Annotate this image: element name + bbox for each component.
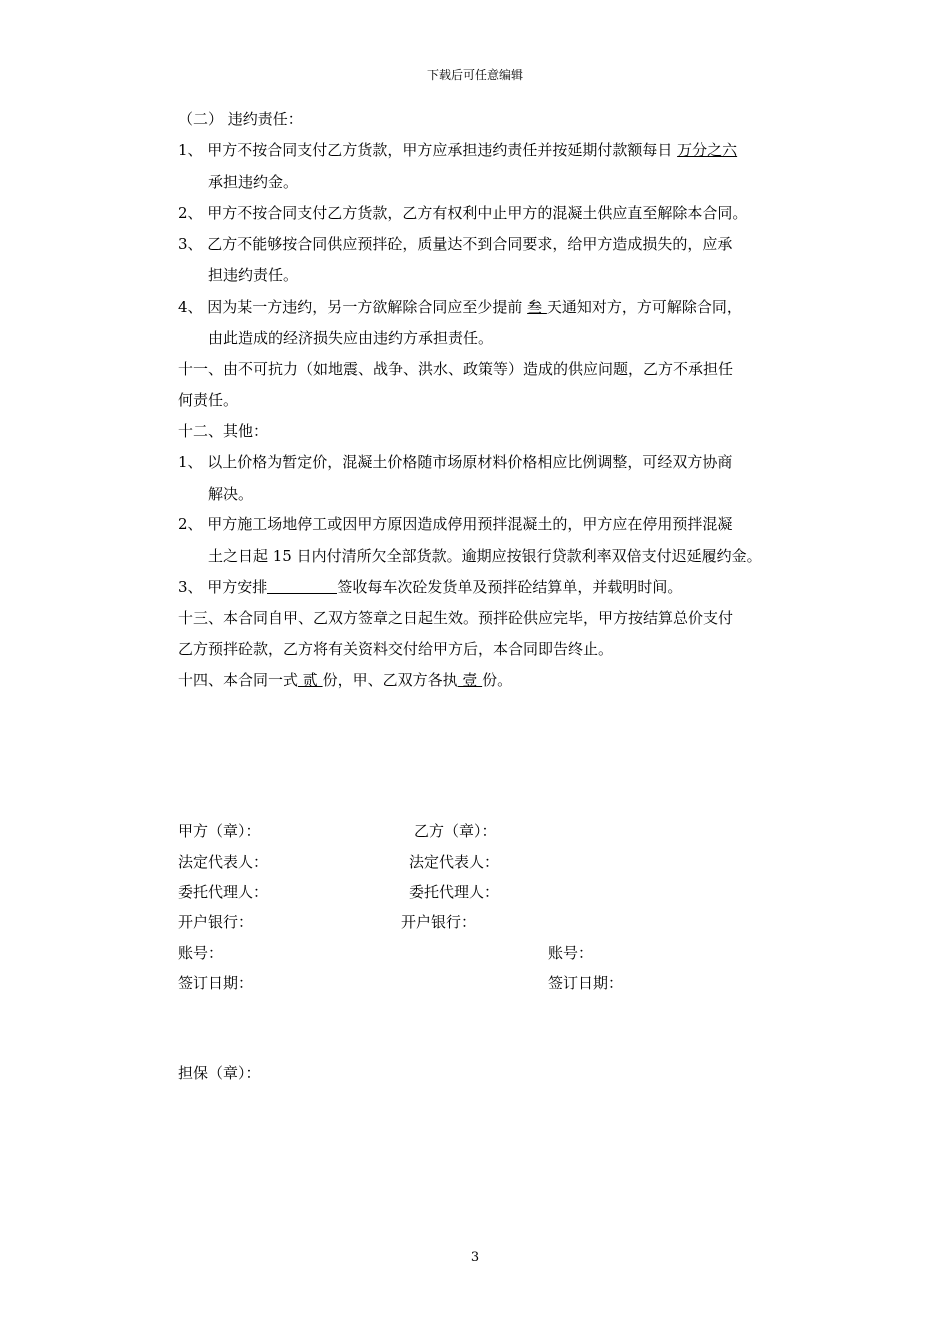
legal-rep-b: 法定代表人： xyxy=(409,853,500,871)
clause-3-cont: 担违约责任。 xyxy=(208,266,299,284)
section-11: 十一、由不可抗力（如地震、战争、洪水、政策等）造成的供应问题，乙方不承担任 xyxy=(178,360,734,378)
section-13-cont: 乙方预拌砼款，乙方将有关资料交付给甲方后，本合同即告终止。 xyxy=(178,640,614,658)
penalty-rate: 万分之六 xyxy=(677,141,738,159)
bank-a: 开户银行： xyxy=(178,913,254,931)
section-12-item-3: 3、 甲方安排 签收每车次砼发货单及预拌砼结算单，并载明时间。 xyxy=(178,578,683,596)
clause-1-cont: 承担违约金。 xyxy=(208,173,299,191)
clause-4: 4、 因为某一方违约，另一方欲解除合同应至少提前 叁 天通知对方，方可解除合同， xyxy=(178,298,742,316)
clause-3: 3、 乙方不能够按合同供应预拌砼，质量达不到合同要求，给甲方造成损失的，应承 xyxy=(178,235,733,253)
section-12-item-1-cont: 解决。 xyxy=(208,485,254,503)
sign-date-a: 签订日期： xyxy=(178,974,254,992)
section-12-title: 十二、其他： xyxy=(178,422,269,440)
page-header: 下载后可任意编辑 xyxy=(426,68,523,82)
party-a-seal: 甲方（章）： xyxy=(178,822,261,840)
sign-date-b: 签订日期： xyxy=(548,974,624,992)
agent-b: 委托代理人： xyxy=(409,883,500,901)
account-b: 账号： xyxy=(548,944,594,962)
section-13: 十三、本合同自甲、乙双方签章之日起生效。预拌砼供应完毕，甲方按结算总价支付 xyxy=(178,609,734,627)
clause-1: 1、 甲方不按合同支付乙方货款，甲方应承担违约责任并按延期付款额每日 万分之六 xyxy=(178,141,738,159)
agent-a: 委托代理人： xyxy=(178,883,269,901)
section-11-cont: 何责任。 xyxy=(178,391,239,409)
clause-2: 2、 甲方不按合同支付乙方货款，乙方有权利中止甲方的混凝土供应直至解除本合同。 xyxy=(178,204,748,222)
page-number: 3 xyxy=(470,1250,480,1265)
bank-b: 开户银行： xyxy=(401,913,477,931)
section-12-item-1: 1、 以上价格为暂定价，混凝土价格随市场原材料价格相应比例调整，可经双方协商 xyxy=(178,453,733,471)
notice-days: 叁 xyxy=(527,298,547,316)
copies-total: 贰 xyxy=(298,671,323,689)
party-b-seal: 乙方（章）： xyxy=(414,822,497,840)
account-a: 账号： xyxy=(178,944,224,962)
guarantor-seal: 担保（章）： xyxy=(178,1064,261,1082)
blank-field xyxy=(267,579,337,594)
clause-4-cont: 由此造成的经济损失应由违约方承担责任。 xyxy=(208,329,494,347)
section-12-item-2: 2、 甲方施工场地停工或因甲方原因造成停用预拌混凝土的，甲方应在停用预拌混凝 xyxy=(178,515,733,533)
section-14: 十四、本合同一式 贰 份，甲、乙双方各执 壹 份。 xyxy=(178,671,513,689)
section-breach-title: （二） 违约责任： xyxy=(178,110,303,128)
legal-rep-a: 法定代表人： xyxy=(178,853,269,871)
copies-each: 壹 xyxy=(457,671,483,689)
section-12-item-2-cont: 土之日起 15 日内付清所欠全部货款。逾期应按银行贷款利率双倍支付迟延履约金。 xyxy=(208,547,762,565)
